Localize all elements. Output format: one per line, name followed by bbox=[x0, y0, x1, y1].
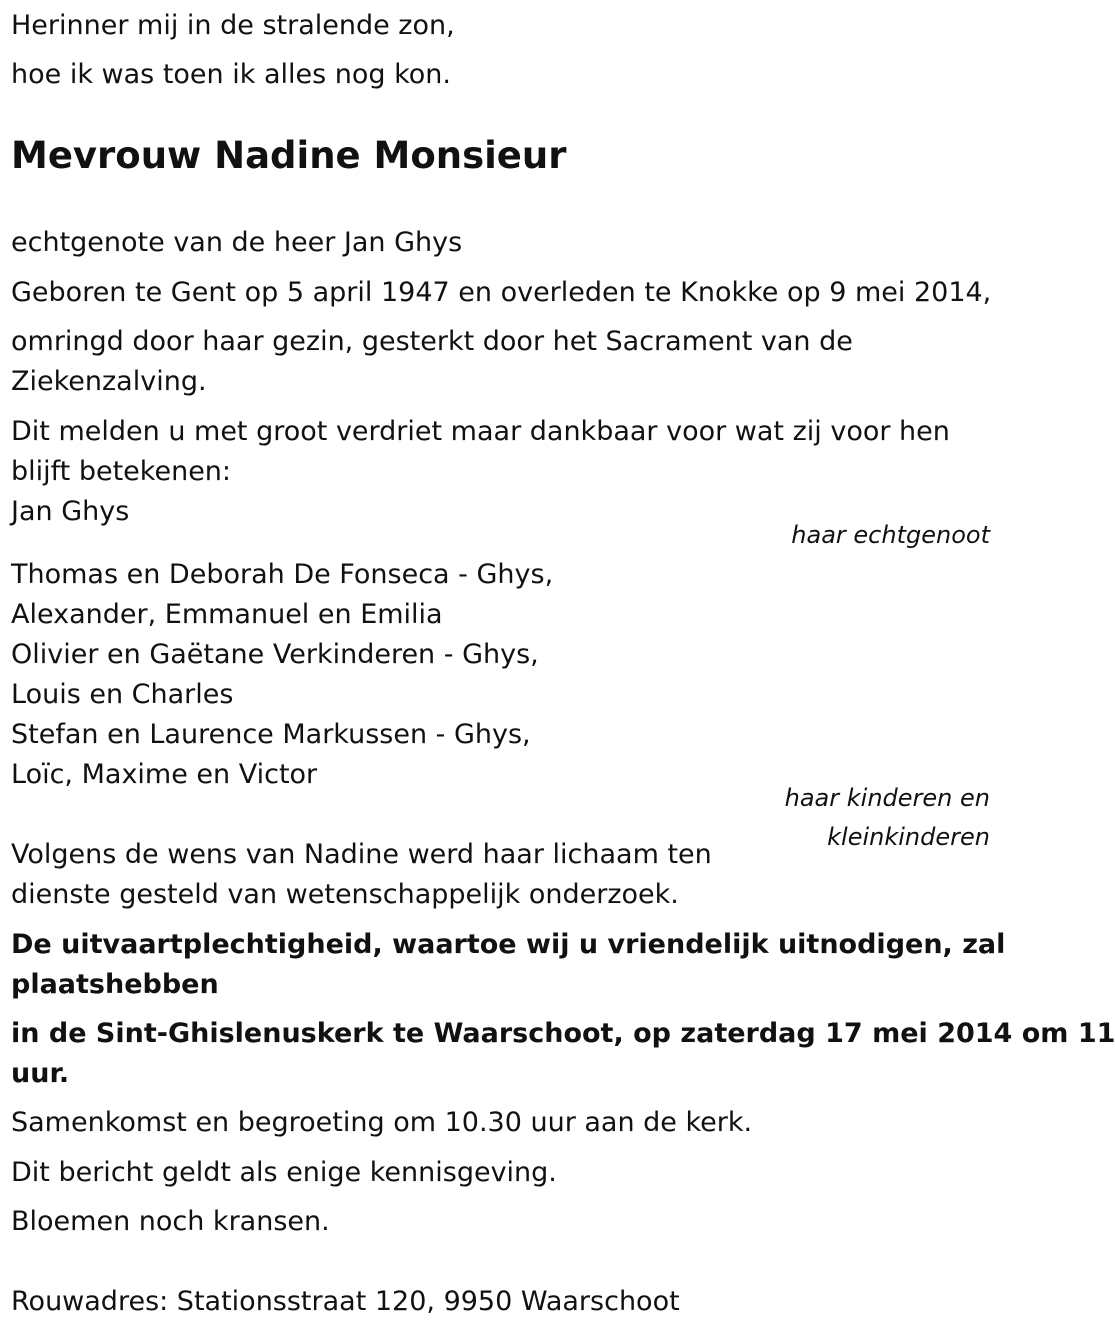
location-line-1: in de Sint-Ghislenuskerk te Waarschoot, op zaterdag 17 mei 2014 om 11 bbox=[11, 1018, 1115, 1049]
gathering-line: Samenkomst en begroeting om 10.30 uur aan de kerk. bbox=[11, 1107, 753, 1138]
flowers-line: Bloemen noch kransen. bbox=[11, 1206, 330, 1237]
family-member: Stefan en Laurence Markussen - Ghys, bbox=[11, 719, 531, 750]
family-member: Thomas en Deborah De Fonseca - Ghys, bbox=[11, 559, 554, 590]
sacrament-line-1: omringd door haar gezin, gesterkt door het Sacrament van de bbox=[11, 326, 853, 357]
announcement-line-2: blijft betekenen: bbox=[11, 456, 232, 487]
family-member: Louis en Charles bbox=[11, 679, 234, 710]
family-member: Olivier en Gaëtane Verkinderen - Ghys, bbox=[11, 639, 539, 670]
family-member: Loïc, Maxime en Victor bbox=[11, 759, 318, 790]
announcement-line-1: Dit melden u met groot verdriet maar dankbaar voor wat zij voor hen bbox=[11, 416, 950, 447]
family-member: Alexander, Emmanuel en Emilia bbox=[11, 599, 443, 630]
wish-line-2: dienste gesteld van wetenschappelijk onderzoek. bbox=[11, 879, 679, 910]
deceased-name: Mevrouw Nadine Monsieur bbox=[11, 134, 567, 177]
family-relation-line-1: haar kinderen en bbox=[784, 784, 990, 812]
mourning-address: Rouwadres: Stationsstraat 120, 9950 Waarschoot bbox=[11, 1286, 680, 1317]
family-relation-line-2: kleinkinderen bbox=[827, 823, 990, 851]
spouse-line: echtgenote van de heer Jan Ghys bbox=[11, 227, 463, 258]
sacrament-line-2: Ziekenzalving. bbox=[11, 366, 207, 397]
wish-line-1: Volgens de wens van Nadine werd haar lichaam ten bbox=[11, 839, 712, 870]
spouse-relation: haar echtgenoot bbox=[791, 521, 990, 549]
poem-line-1: Herinner mij in de stralende zon, bbox=[11, 10, 455, 41]
notice-line: Dit bericht geldt als enige kennisgeving. bbox=[11, 1157, 557, 1188]
ceremony-line-1: De uitvaartplechtigheid, waartoe wij u vriendelijk uitnodigen, zal bbox=[11, 929, 1006, 960]
ceremony-line-2: plaatshebben bbox=[11, 969, 219, 1000]
birth-death-line: Geboren te Gent op 5 april 1947 en overleden te Knokke op 9 mei 2014, bbox=[11, 277, 992, 308]
location-line-2: uur. bbox=[11, 1058, 70, 1089]
spouse-name: Jan Ghys bbox=[11, 496, 130, 527]
poem-line-2: hoe ik was toen ik alles nog kon. bbox=[11, 59, 452, 90]
